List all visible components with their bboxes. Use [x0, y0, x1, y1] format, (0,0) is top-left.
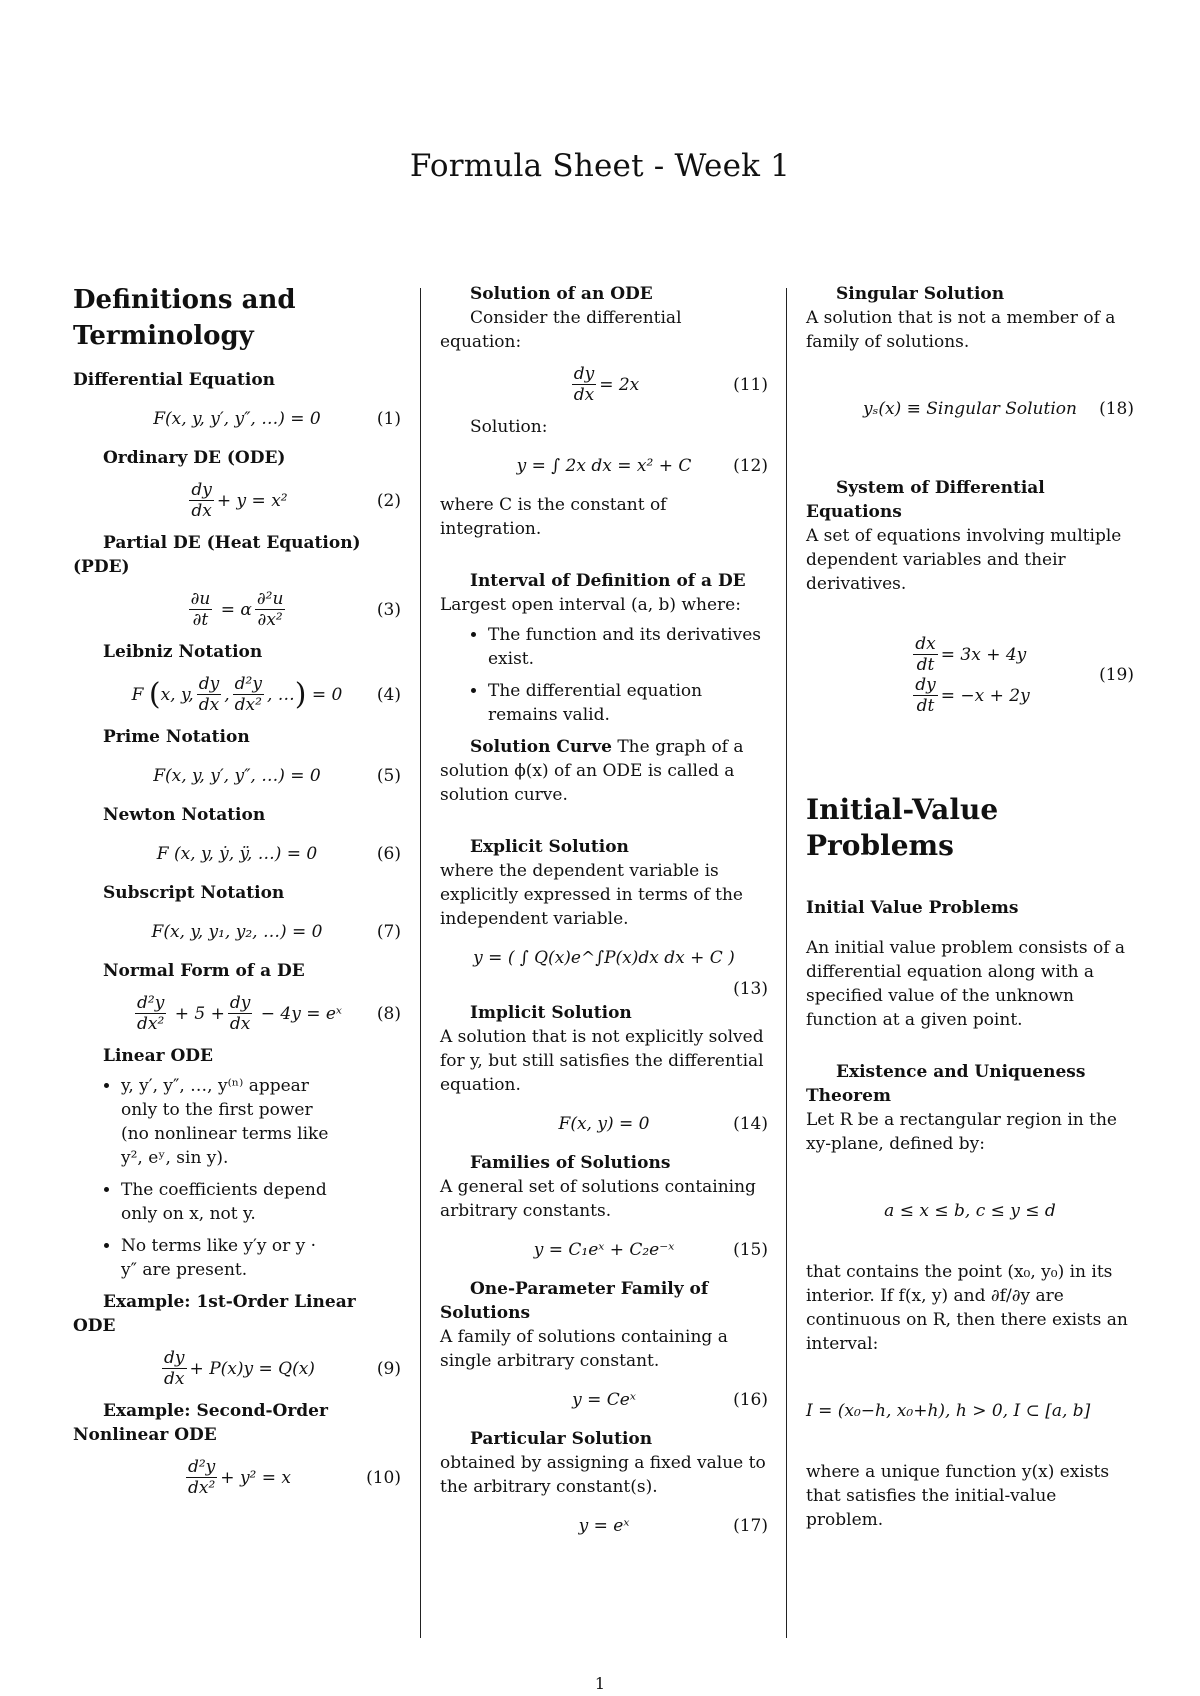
equation: $\frac{dy}{dx}$ = 2x (11)	[573, 364, 768, 405]
paragraph: Let R be a rectangular region in the xy-plane, defined by:	[806, 1110, 1117, 1154]
paragraph: that contains the point (x₀, y₀) in its interior. If f(x, y) and ∂f/∂y are continuous on R, then there exists an interval:	[806, 1262, 1128, 1354]
equation: $\frac{\text{d²y}}{\text{dx²}}$ + 5 + $\frac{dy}{dx}$ − 4y = eˣ (8)	[137, 993, 401, 1034]
equation: F(x, y, y′, y″, …) = 0 (1)	[153, 409, 401, 429]
list-item: • y, y′, y″, …, y⁽ⁿ⁾ appear only to the first power (no nonlinear terms like y², eʸ, sin y).	[121, 1074, 331, 1170]
paragraph: obtained by assigning a fixed value to the arbitrary constant(s).	[440, 1453, 766, 1497]
paragraph: A general set of solutions containing arbitrary constants.	[440, 1177, 756, 1221]
section-heading: Definitions and Terminology	[73, 285, 296, 351]
subsection-title: Solution Curve	[470, 737, 612, 757]
paragraph: A solution that is not a member of a family of solutions.	[806, 308, 1116, 352]
list-item: • No terms like y′y or y · y″ are present.	[121, 1234, 331, 1282]
subsection-title: System of Differential Equations	[806, 478, 1045, 522]
equation: y = ∫ 2x dx = x² + C (12)	[516, 456, 768, 476]
bullet-list	[73, 1074, 331, 1282]
equation: F(x, y) = 0 (14)	[558, 1114, 768, 1134]
equation: y = ( ∫ Q(x)e^∫P(x)dx dx + C )	[473, 948, 735, 968]
equation-number: (1)	[376, 409, 401, 429]
subsection-title: Example: 1st-Order Linear ODE	[73, 1292, 356, 1336]
paragraph: Solution:	[470, 417, 548, 437]
equation-number: (11)	[733, 374, 768, 395]
equation-number: (9)	[376, 1358, 401, 1379]
subsection-title: Existence and Uniqueness Theorem	[806, 1062, 1086, 1106]
equation: F ( x, y, $\frac{dy}{dx}$ , $\frac{\text{d²y}}{\text{dx²}}$ , … ) = 0 (4)	[131, 674, 401, 715]
equation: $\frac{dx}{dt}$ = 3x + 4y $\frac{dy}{dt}$ = −x + 2y (19)	[915, 634, 1134, 716]
bullet-list	[440, 623, 768, 727]
equation-number: (16)	[733, 1390, 768, 1410]
equation-number: (3)	[376, 599, 401, 620]
paragraph: A solution that is not explicitly solved for y, but still satisfies the differential equation.	[440, 1027, 764, 1095]
column-2	[440, 282, 768, 1553]
subsection-title: Explicit Solution	[470, 837, 629, 857]
subsection-title: Differential Equation	[73, 370, 276, 390]
equation-number: (8)	[376, 1003, 401, 1024]
equation: F (x, y, ẏ, ÿ, …) = 0 (6)	[156, 844, 401, 864]
subsection-title: Prime Notation	[103, 727, 250, 747]
column-divider	[420, 288, 421, 1638]
subsection-title: Subscript Notation	[103, 883, 285, 903]
paragraph: A family of solutions containing a single arbitrary constant.	[440, 1327, 728, 1371]
equation: I = (x₀−h, x₀+h), h > 0, I ⊂ [a, b]	[806, 1401, 1091, 1421]
equation-number: (2)	[376, 490, 401, 511]
subsection-title: Singular Solution	[836, 284, 1005, 304]
subsection-title: Linear ODE	[103, 1046, 213, 1066]
subsection-title: Partial DE (Heat Equation) (PDE)	[73, 533, 361, 577]
equation-number: (13)	[733, 979, 768, 999]
paragraph: A set of equations involving multiple dependent variables and their derivatives.	[806, 526, 1122, 594]
subsection-title: Leibniz Notation	[103, 642, 263, 662]
subsection-title: Families of Solutions	[470, 1153, 671, 1173]
equation: a ≤ x ≤ b, c ≤ y ≤ d	[884, 1201, 1056, 1221]
column-1	[73, 282, 401, 1508]
equation: y = eˣ (17)	[578, 1516, 768, 1536]
subsection-title: Example: Second-Order Nonlinear ODE	[73, 1401, 328, 1445]
equation-number: (6)	[376, 844, 401, 864]
equation-number: (10)	[366, 1467, 401, 1488]
equation: $\frac{dy}{dx}$ + P(x)y = Q(x) (9)	[164, 1348, 401, 1389]
equation: yₛ(x) ≡ Singular Solution (18)	[863, 399, 1134, 419]
column-divider	[786, 288, 787, 1638]
subsection-title: Newton Notation	[103, 805, 266, 825]
equation: $\frac{\text{d²y}}{\text{dx²}}$ + y² = x (10)	[187, 1457, 401, 1498]
equation-number: (19)	[1099, 665, 1134, 685]
paragraph: where the dependent variable is explicitly expressed in terms of the independent variable.	[440, 861, 743, 929]
equation-number: (14)	[733, 1114, 768, 1134]
paragraph: An initial value problem consists of a differential equation along with a specified value of the unknown function at a given point.	[806, 938, 1126, 1030]
equation-number: (4)	[376, 684, 401, 705]
equation-number: (7)	[376, 922, 401, 942]
page-number: 1	[594, 1674, 606, 1693]
equation: $\frac{dy}{dx}$ + y = x² (2)	[191, 480, 401, 521]
equation: y = Ceˣ (16)	[572, 1390, 768, 1410]
equation: F(x, y, y′, y″, …) = 0 (5)	[153, 766, 401, 786]
equation-number: (12)	[733, 456, 768, 476]
equation-number: (17)	[733, 1516, 768, 1536]
equation-number: (18)	[1099, 399, 1134, 419]
subsection-title: Solution of an ODE	[470, 284, 653, 304]
subsection-title: Interval of Definition of a DE	[470, 571, 746, 591]
equation: y = C₁eˣ + C₂e⁻ˣ (15)	[533, 1240, 768, 1260]
equation-number: (5)	[376, 766, 401, 786]
section-heading: Initial-Value Problems	[806, 793, 999, 862]
subsection-title: One-Parameter Family of Solutions	[440, 1279, 709, 1323]
equation-number: (15)	[733, 1240, 768, 1260]
subsection-title: Normal Form of a DE	[103, 961, 305, 981]
column-3	[806, 282, 1134, 1538]
subsection-title: Particular Solution	[470, 1429, 653, 1449]
subsection-title: Ordinary DE (ODE)	[103, 448, 286, 468]
list-item: • The function and its derivatives exist.	[488, 623, 768, 671]
list-item: • The differential equation remains valid.	[488, 679, 768, 727]
paragraph: where C is the constant of integration.	[440, 495, 667, 539]
subsection-title: Implicit Solution	[470, 1003, 632, 1023]
paragraph: Solution Curve The graph of a solution ϕ(x) of an ODE is called a solution curve.	[440, 737, 744, 805]
equation: F(x, y, y₁, y₂, …) = 0 (7)	[151, 922, 401, 942]
equation: $\frac{\partial u}{\partial t}$ = α $\frac{\text{∂²u}}{\text{∂x²}}$ (3)	[190, 589, 401, 630]
subsection-title: Initial Value Problems	[806, 898, 1019, 918]
list-item: • The coefficients depend only on x, not y.	[121, 1178, 331, 1226]
paragraph: where a unique function y(x) exists that satisfies the initial-value problem.	[806, 1462, 1110, 1530]
page-title: Formula Sheet - Week 1	[409, 148, 791, 184]
paragraph: Largest open interval (a, b) where:	[440, 595, 741, 615]
paragraph: Consider the differential equation:	[440, 308, 682, 352]
